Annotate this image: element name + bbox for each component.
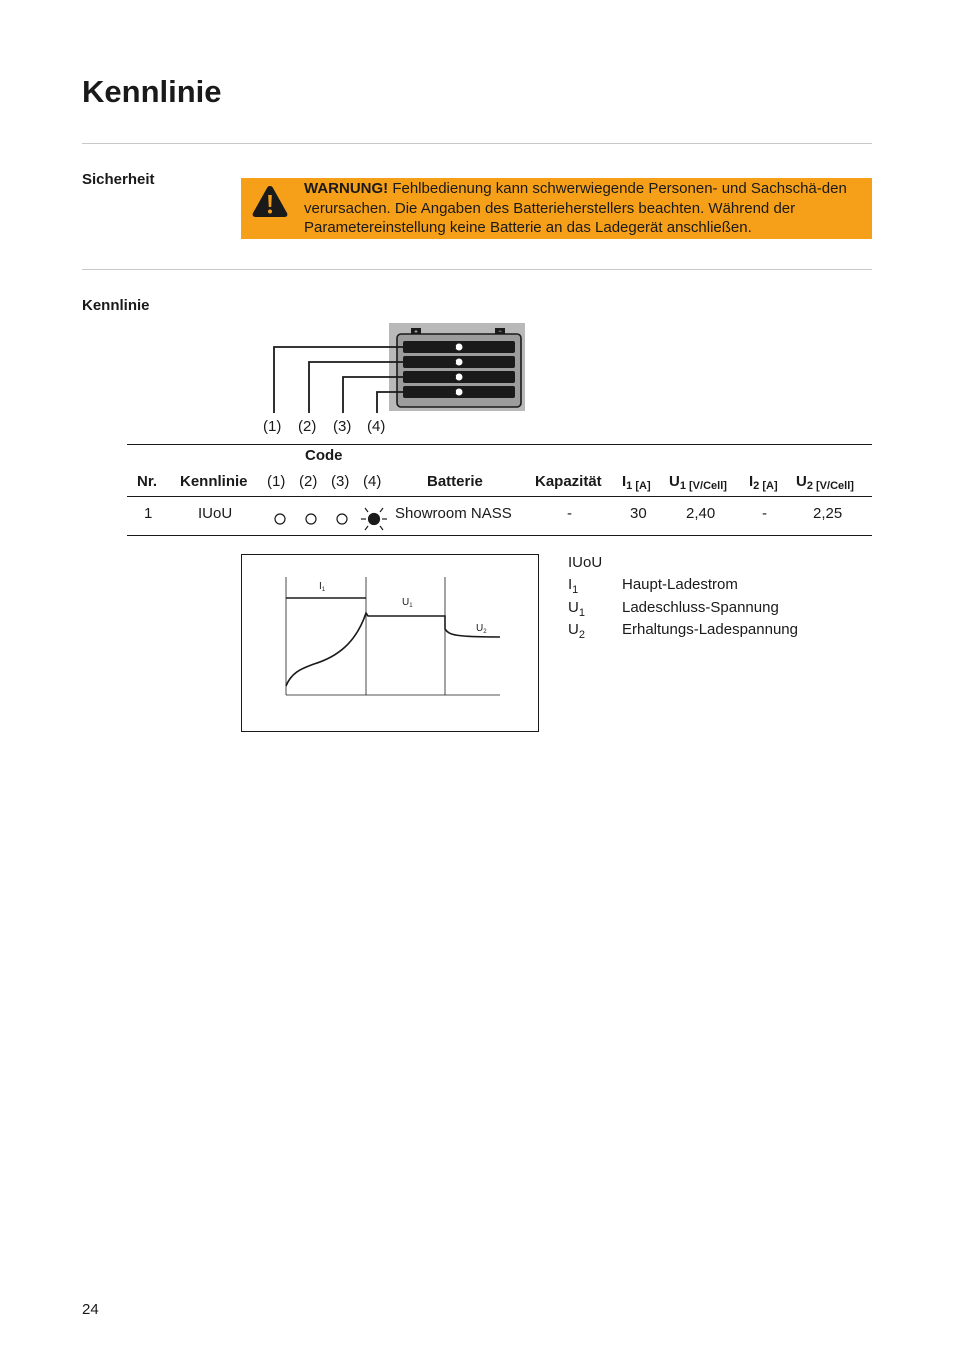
table-header-u1: $U_{1 [V/Cell]}$ <box>669 473 727 492</box>
page-number: 24 <box>82 1301 99 1318</box>
table-header-kennlinie: Kennlinie <box>180 473 248 490</box>
table-top-line <box>127 444 872 445</box>
table-header-code-1: (1) <box>267 473 286 490</box>
charger-panel-diagram <box>250 318 530 418</box>
section-label-safety: Sicherheit <box>82 171 155 188</box>
table-bottom-line <box>127 535 872 536</box>
cell-batterie: Showroom NASS <box>395 505 512 522</box>
table-header-batterie: Batterie <box>427 473 483 490</box>
cell-i1: 30 <box>630 505 647 522</box>
code-label-2: (2) <box>298 418 317 435</box>
table-header-line <box>127 496 872 497</box>
table-header-nr: Nr. <box>137 473 158 490</box>
table-header-u2: $U_{2 [V/Cell]}$ <box>796 473 854 492</box>
svg-text:+: + <box>414 329 418 336</box>
voltage-curve <box>286 613 500 686</box>
table-header-code-4: (4) <box>363 473 382 490</box>
table-header-kapazitaet: Kapazität <box>535 473 602 490</box>
table-header-code-3: (3) <box>331 473 350 490</box>
cell-i2: - <box>762 505 767 522</box>
code-label-1: (1) <box>263 418 282 435</box>
led-off-icon <box>337 514 347 524</box>
code-label-4: (4) <box>367 418 386 435</box>
warning-strong: WARNUNG! <box>304 180 389 197</box>
legend-description: Ladeschluss-Spannung <box>622 599 779 616</box>
legend-symbol: $I_1$ <box>568 576 579 596</box>
table-header-code-2: (2) <box>299 473 318 490</box>
divider-middle <box>82 269 872 270</box>
chart-label-i1: $I_1$ <box>319 581 326 593</box>
code-indicators <box>264 504 392 532</box>
warning-text <box>304 179 866 238</box>
led-off-icon <box>275 514 285 524</box>
cell-kennlinie: IUoU <box>198 505 233 522</box>
section-label-kennlinie: Kennlinie <box>82 297 150 314</box>
chart-label-u1: $U_1$ <box>402 597 413 609</box>
table-header-i1: $I_{1 [A]}$ <box>622 473 651 492</box>
warning-icon <box>251 184 289 218</box>
cell-u2: 2,25 <box>813 505 843 522</box>
led-off-icon <box>306 514 316 524</box>
table-header-i2: $I_{2 [A]}$ <box>749 473 778 492</box>
legend-title: IUoU <box>568 554 603 571</box>
charging-curve-diagram <box>241 554 539 732</box>
legend-description: Erhaltungs-Ladespannung <box>622 621 798 638</box>
table-header-code: Code <box>305 447 343 464</box>
divider-top <box>82 143 872 144</box>
page-title: Kennlinie <box>82 74 222 109</box>
svg-text:−: − <box>498 329 502 335</box>
chart-label-u2: $U_2$ <box>476 623 487 635</box>
legend-symbol: $U_1$ <box>568 599 585 619</box>
charging-curve-svg <box>242 555 538 731</box>
warning-body: Fehlbedienung kann schwerwiegende Personen- und Sachschä-den verursachen. Die Angaben des Batterieherstellers beachten. Während der Parametereinstellung keine Batterie an das Ladegerät anschließen. <box>304 180 847 236</box>
legend-symbol: $U_2$ <box>568 621 585 641</box>
code-label-3: (3) <box>333 418 352 435</box>
cell-u1: 2,40 <box>686 505 716 522</box>
warning-box <box>241 178 872 239</box>
cell-nr: 1 <box>144 505 153 522</box>
legend-description: Haupt-Ladestrom <box>622 576 738 593</box>
cell-kapazitaet: - <box>567 505 572 522</box>
led-on-icon <box>361 508 387 530</box>
